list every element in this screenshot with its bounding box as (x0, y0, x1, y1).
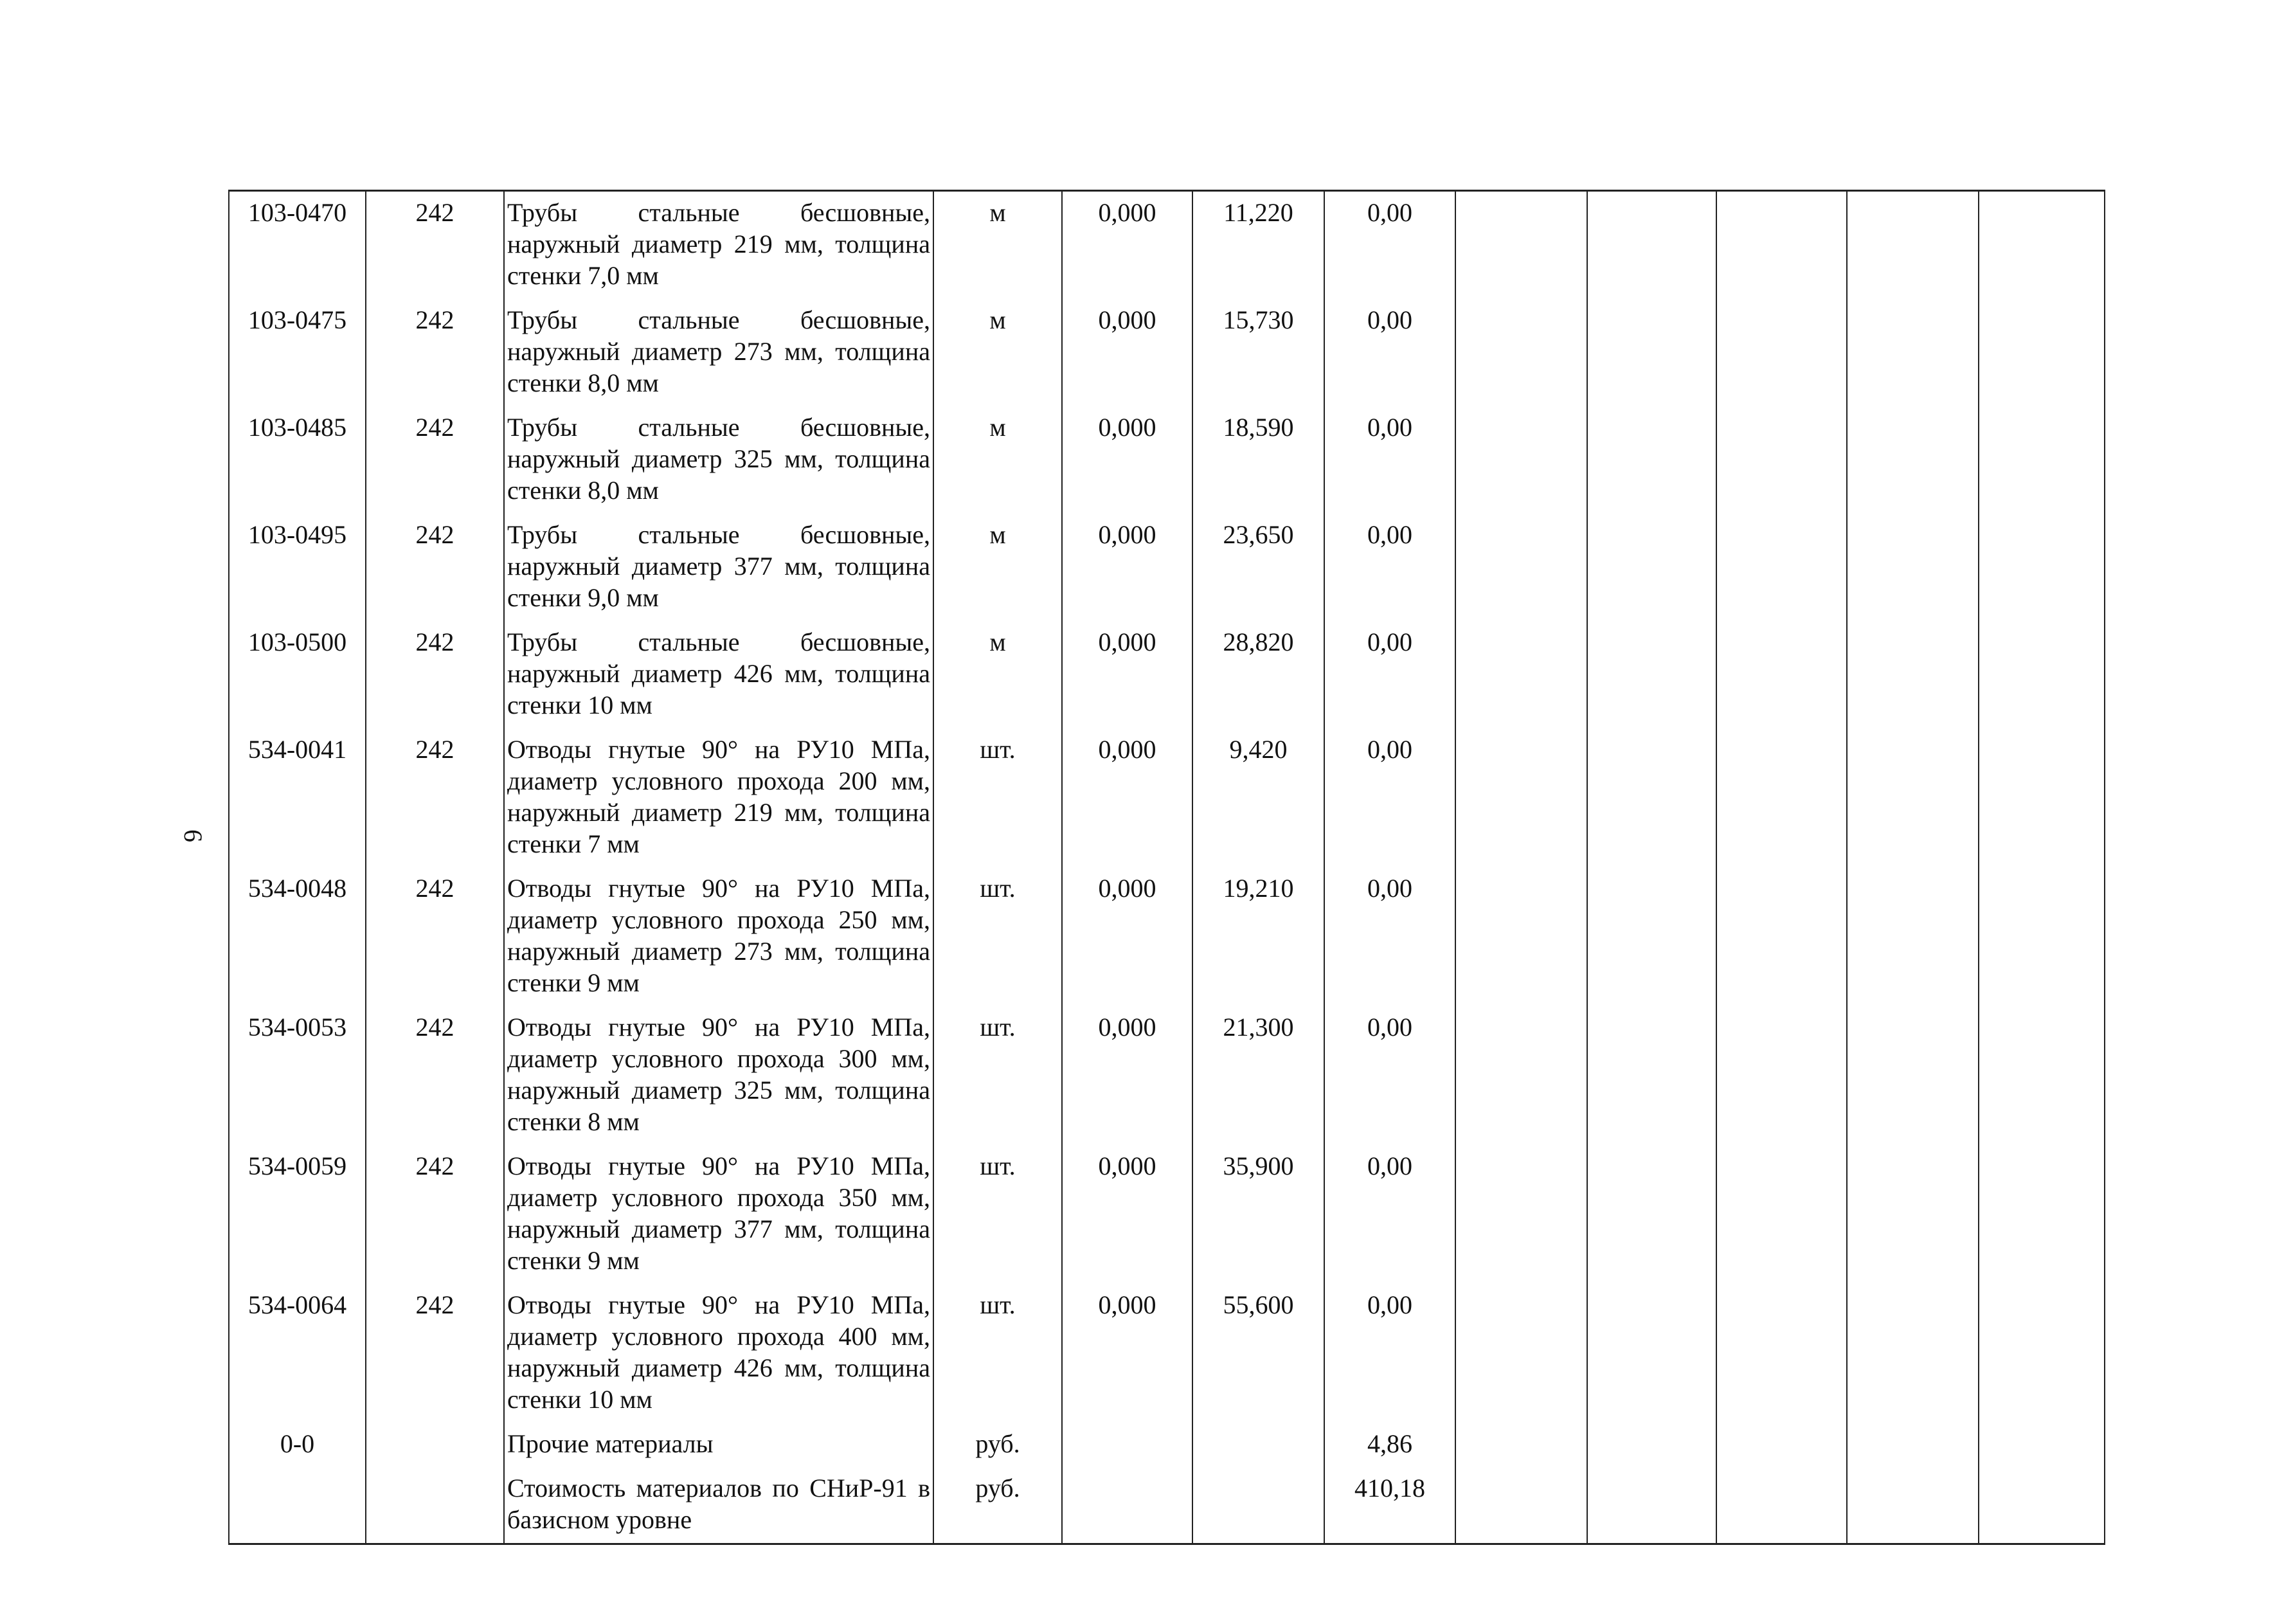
empty-cell (1587, 621, 1716, 728)
empty-cell (1979, 867, 2105, 1006)
item-number: 242 (366, 867, 504, 1006)
empty-cell (1455, 299, 1587, 406)
item-unit: м (933, 191, 1062, 300)
item-value-2: 55,600 (1192, 1284, 1324, 1423)
item-code: 534-0064 (229, 1284, 366, 1423)
empty-cell (1847, 406, 1979, 514)
empty-cell (1716, 299, 1847, 406)
page-number: 6 (179, 829, 208, 842)
table-row (229, 867, 2105, 1006)
item-value-2: 11,220 (1192, 191, 1324, 300)
item-value-1: 0,000 (1062, 867, 1192, 1006)
item-description: Трубы стальные бесшовные, наружный диаметр 273 мм, толщина стенки 8,0 мм (504, 299, 933, 406)
item-value-1: 0,000 (1062, 514, 1192, 621)
item-value-2: 19,210 (1192, 867, 1324, 1006)
empty-cell (1716, 621, 1847, 728)
item-description: Стоимость материалов по СНиР-91 в базисном уровне (504, 1467, 933, 1544)
item-value-1: 0,000 (1062, 1145, 1192, 1284)
item-unit: шт. (933, 867, 1062, 1006)
empty-cell (1587, 514, 1716, 621)
empty-cell (1455, 867, 1587, 1006)
item-unit: м (933, 621, 1062, 728)
empty-cell (1716, 1284, 1847, 1423)
empty-cell (1587, 299, 1716, 406)
table-row (229, 299, 2105, 406)
item-code: 103-0495 (229, 514, 366, 621)
item-description: Отводы гнутые 90° на РУ10 МПа, диаметр условного прохода 350 мм, наружный диаметр 377 мм, толщина стенки 9 мм (504, 1145, 933, 1284)
item-value-3: 0,00 (1324, 406, 1455, 514)
table-row (229, 1284, 2105, 1423)
empty-cell (1587, 1423, 1716, 1467)
empty-cell (1455, 191, 1587, 300)
table-row (229, 1145, 2105, 1284)
item-value-3: 0,00 (1324, 514, 1455, 621)
item-number: 242 (366, 1006, 504, 1145)
item-value-1: 0,000 (1062, 1006, 1192, 1145)
item-value-2 (1192, 1423, 1324, 1467)
item-value-1 (1062, 1467, 1192, 1544)
empty-cell (1847, 867, 1979, 1006)
empty-cell (1716, 191, 1847, 300)
item-number: 242 (366, 1284, 504, 1423)
item-unit: руб. (933, 1467, 1062, 1544)
item-value-3: 0,00 (1324, 191, 1455, 300)
empty-cell (1847, 728, 1979, 867)
item-code: 103-0475 (229, 299, 366, 406)
table-row (229, 406, 2105, 514)
empty-cell (1587, 406, 1716, 514)
empty-cell (1847, 514, 1979, 621)
item-value-2: 18,590 (1192, 406, 1324, 514)
empty-cell (1716, 1006, 1847, 1145)
empty-cell (1716, 406, 1847, 514)
item-description: Трубы стальные бесшовные, наружный диаметр 219 мм, толщина стенки 7,0 мм (504, 191, 933, 300)
item-unit: руб. (933, 1423, 1062, 1467)
materials-table-body (229, 191, 2105, 1544)
empty-cell (1979, 1006, 2105, 1145)
item-number: 242 (366, 728, 504, 867)
item-code: 103-0485 (229, 406, 366, 514)
item-description: Трубы стальные бесшовные, наружный диаметр 377 мм, толщина стенки 9,0 мм (504, 514, 933, 621)
empty-cell (1716, 867, 1847, 1006)
empty-cell (1587, 1467, 1716, 1544)
item-value-1: 0,000 (1062, 728, 1192, 867)
item-value-3: 0,00 (1324, 867, 1455, 1006)
item-unit: м (933, 406, 1062, 514)
empty-cell (1455, 621, 1587, 728)
table-row (229, 191, 2105, 300)
item-code: 103-0470 (229, 191, 366, 300)
item-description: Отводы гнутые 90° на РУ10 МПа, диаметр условного прохода 200 мм, наружный диаметр 219 мм, толщина стенки 7 мм (504, 728, 933, 867)
item-description: Отводы гнутые 90° на РУ10 МПа, диаметр условного прохода 300 мм, наружный диаметр 325 мм, толщина стенки 8 мм (504, 1006, 933, 1145)
item-value-1 (1062, 1423, 1192, 1467)
item-value-3: 0,00 (1324, 299, 1455, 406)
table-row (229, 728, 2105, 867)
item-value-1: 0,000 (1062, 191, 1192, 300)
item-value-3: 0,00 (1324, 1145, 1455, 1284)
table-row (229, 1006, 2105, 1145)
item-value-3: 4,86 (1324, 1423, 1455, 1467)
table-row (229, 514, 2105, 621)
item-value-2: 35,900 (1192, 1145, 1324, 1284)
empty-cell (1979, 1284, 2105, 1423)
item-number (366, 1423, 504, 1467)
item-value-2: 23,650 (1192, 514, 1324, 621)
item-number: 242 (366, 621, 504, 728)
empty-cell (1847, 299, 1979, 406)
item-number (366, 1467, 504, 1544)
empty-cell (1847, 1284, 1979, 1423)
empty-cell (1979, 406, 2105, 514)
empty-cell (1979, 621, 2105, 728)
item-code (229, 1467, 366, 1544)
item-value-3: 0,00 (1324, 1006, 1455, 1145)
empty-cell (1455, 406, 1587, 514)
item-description: Отводы гнутые 90° на РУ10 МПа, диаметр условного прохода 250 мм, наружный диаметр 273 мм, толщина стенки 9 мм (504, 867, 933, 1006)
item-description: Трубы стальные бесшовные, наружный диаметр 325 мм, толщина стенки 8,0 мм (504, 406, 933, 514)
empty-cell (1587, 1006, 1716, 1145)
empty-cell (1455, 1006, 1587, 1145)
empty-cell (1979, 1423, 2105, 1467)
empty-cell (1979, 299, 2105, 406)
table-row (229, 1423, 2105, 1467)
item-value-2: 15,730 (1192, 299, 1324, 406)
item-number: 242 (366, 406, 504, 514)
empty-cell (1716, 1145, 1847, 1284)
empty-cell (1847, 621, 1979, 728)
item-value-3: 0,00 (1324, 1284, 1455, 1423)
empty-cell (1455, 1284, 1587, 1423)
empty-cell (1847, 1145, 1979, 1284)
empty-cell (1587, 728, 1716, 867)
item-code: 534-0059 (229, 1145, 366, 1284)
item-value-1: 0,000 (1062, 621, 1192, 728)
item-value-3: 0,00 (1324, 621, 1455, 728)
empty-cell (1979, 191, 2105, 300)
item-description: Прочие материалы (504, 1423, 933, 1467)
item-value-2: 21,300 (1192, 1006, 1324, 1145)
item-value-2 (1192, 1467, 1324, 1544)
item-value-1: 0,000 (1062, 406, 1192, 514)
item-number: 242 (366, 299, 504, 406)
item-code: 0-0 (229, 1423, 366, 1467)
item-unit: м (933, 299, 1062, 406)
empty-cell (1979, 1145, 2105, 1284)
empty-cell (1455, 514, 1587, 621)
empty-cell (1979, 728, 2105, 867)
empty-cell (1455, 728, 1587, 867)
item-value-3: 410,18 (1324, 1467, 1455, 1544)
item-number: 242 (366, 191, 504, 300)
empty-cell (1716, 514, 1847, 621)
item-description: Отводы гнутые 90° на РУ10 МПа, диаметр условного прохода 400 мм, наружный диаметр 426 мм, толщина стенки 10 мм (504, 1284, 933, 1423)
empty-cell (1716, 1467, 1847, 1544)
item-code: 103-0500 (229, 621, 366, 728)
empty-cell (1587, 1145, 1716, 1284)
item-value-2: 28,820 (1192, 621, 1324, 728)
empty-cell (1847, 1467, 1979, 1544)
empty-cell (1587, 1284, 1716, 1423)
empty-cell (1979, 1467, 2105, 1544)
item-unit: м (933, 514, 1062, 621)
item-description: Трубы стальные бесшовные, наружный диаметр 426 мм, толщина стенки 10 мм (504, 621, 933, 728)
materials-table (228, 190, 2105, 1545)
item-number: 242 (366, 514, 504, 621)
empty-cell (1847, 191, 1979, 300)
empty-cell (1587, 867, 1716, 1006)
item-number: 242 (366, 1145, 504, 1284)
item-code: 534-0053 (229, 1006, 366, 1145)
item-unit: шт. (933, 1145, 1062, 1284)
empty-cell (1587, 191, 1716, 300)
item-unit: шт. (933, 1006, 1062, 1145)
item-unit: шт. (933, 728, 1062, 867)
item-code: 534-0048 (229, 867, 366, 1006)
item-value-1: 0,000 (1062, 299, 1192, 406)
table-row (229, 1467, 2105, 1544)
item-code: 534-0041 (229, 728, 366, 867)
empty-cell (1455, 1467, 1587, 1544)
item-value-2: 9,420 (1192, 728, 1324, 867)
table-row (229, 621, 2105, 728)
item-value-1: 0,000 (1062, 1284, 1192, 1423)
empty-cell (1716, 728, 1847, 867)
empty-cell (1455, 1145, 1587, 1284)
empty-cell (1847, 1006, 1979, 1145)
item-unit: шт. (933, 1284, 1062, 1423)
empty-cell (1716, 1423, 1847, 1467)
empty-cell (1455, 1423, 1587, 1467)
item-value-3: 0,00 (1324, 728, 1455, 867)
empty-cell (1847, 1423, 1979, 1467)
empty-cell (1979, 514, 2105, 621)
